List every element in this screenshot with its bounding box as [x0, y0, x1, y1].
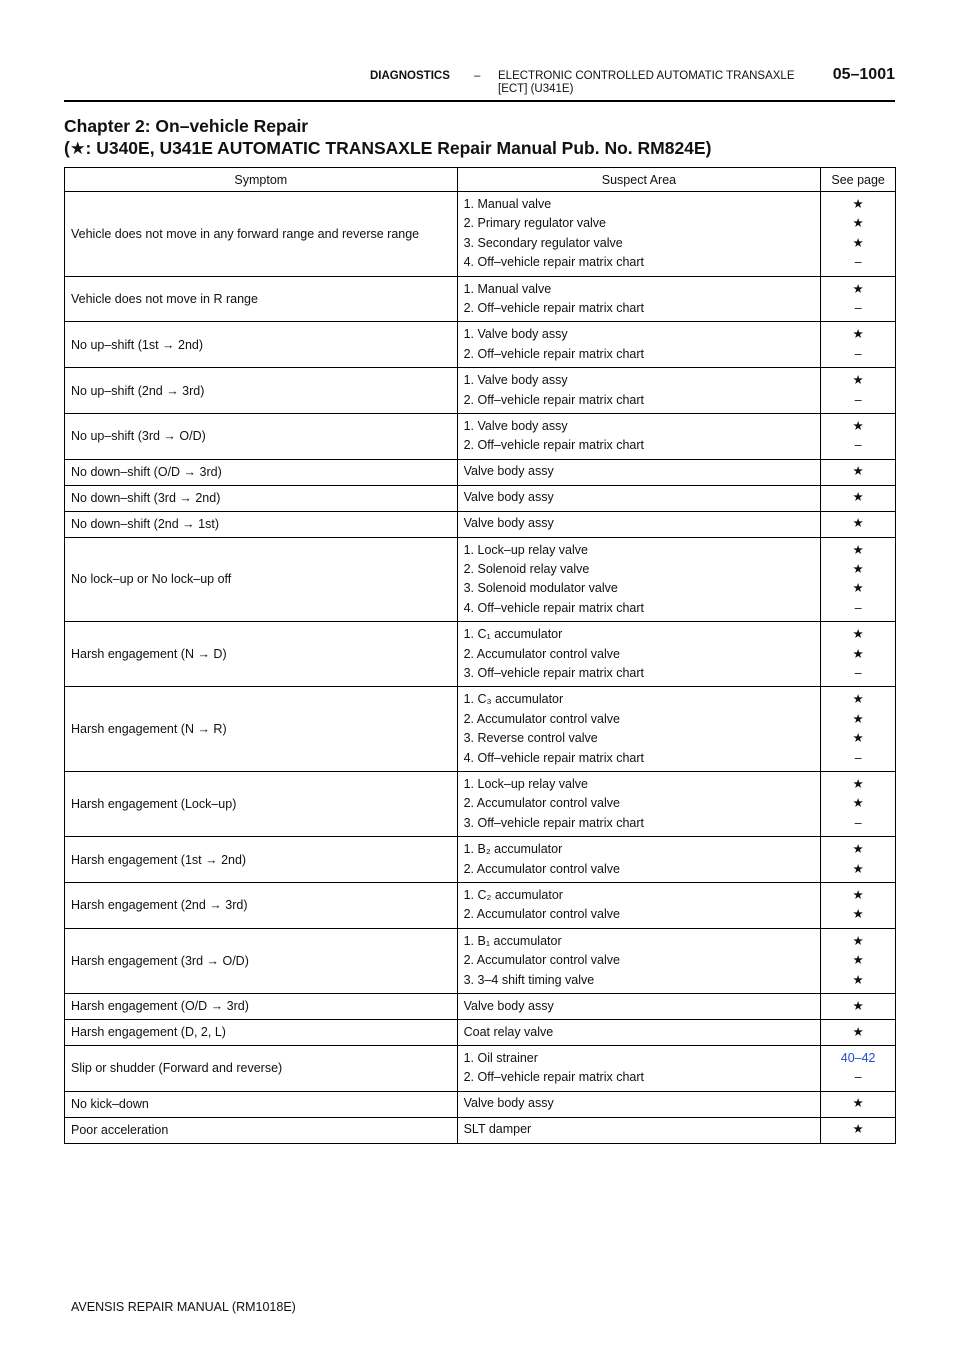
- star-reference-icon: ★: [852, 1096, 864, 1111]
- suspect-area-item: Coat relay valve: [463, 1024, 554, 1039]
- suspect-area-item: 2. Accumulator control valve: [463, 953, 620, 968]
- suspect-area-cell: [457, 622, 821, 687]
- table-row: [65, 837, 896, 883]
- table-body: [65, 192, 896, 1144]
- suspect-area-item: 2. Accumulator control valve: [463, 711, 620, 726]
- table-row: [65, 687, 896, 772]
- suspect-area-item: 4. Off–vehicle repair matrix chart: [463, 600, 644, 615]
- table-row: [65, 771, 896, 836]
- suspect-area-item: 3. Off–vehicle repair matrix chart: [463, 666, 644, 681]
- suspect-area-item: 1. Lock–up relay valve: [463, 776, 588, 791]
- star-reference-icon: ★: [852, 998, 864, 1013]
- table-row: [65, 413, 896, 459]
- header-section: DIAGNOSTICS: [370, 70, 450, 82]
- suspect-area-cell: [457, 276, 821, 322]
- suspect-area-item: 2. Off–vehicle repair matrix chart: [463, 1070, 644, 1085]
- troubleshooting-table: [64, 167, 896, 1144]
- no-reference-dash: –: [854, 1070, 862, 1085]
- chapter-title: Chapter 2: On–vehicle Repair: [64, 116, 309, 136]
- footer-manual-id: AVENSIS REPAIR MANUAL (RM1018E): [71, 1300, 296, 1314]
- suspect-area-item: 4. Off–vehicle repair matrix chart: [463, 750, 644, 765]
- suspect-area-item: 2. Solenoid relay valve: [463, 562, 590, 577]
- symptom-cell: No up–shift (2nd → 3rd): [65, 368, 458, 414]
- star-reference-icon: ★: [852, 646, 864, 661]
- suspect-area-cell: [457, 511, 821, 537]
- star-reference-icon: ★: [852, 907, 864, 922]
- suspect-area-item: 1. Manual valve: [463, 281, 552, 296]
- suspect-area-item: Valve body assy: [463, 1096, 554, 1111]
- suspect-area-item: 1. Oil strainer: [463, 1050, 538, 1065]
- star-reference-icon: ★: [852, 464, 864, 479]
- table-row: [65, 485, 896, 511]
- star-reference-icon: ★: [852, 418, 864, 433]
- suspect-area-cell: [457, 537, 821, 622]
- symptom-cell: No up–shift (3rd → O/D): [65, 413, 458, 459]
- table-row: [65, 537, 896, 622]
- header-dash: –: [474, 70, 481, 82]
- table-row: [65, 1117, 896, 1143]
- symptom-cell: Harsh engagement (O/D → 3rd): [65, 993, 458, 1019]
- see-page-cell: [821, 837, 896, 883]
- suspect-area-cell: [457, 322, 821, 368]
- table-row: [65, 928, 896, 993]
- suspect-area-item: 1. Manual valve: [463, 197, 552, 211]
- see-page-cell: [821, 771, 896, 836]
- symptom-cell: No kick–down: [65, 1091, 458, 1117]
- star-reference-icon: ★: [852, 216, 864, 231]
- suspect-area-item: 2. Accumulator control valve: [463, 861, 620, 876]
- suspect-area-item: 3. Solenoid modulator valve: [463, 581, 618, 596]
- see-page-cell: [821, 928, 896, 993]
- page-number: 05–1001: [832, 66, 895, 83]
- suspect-area-item: Valve body assy: [463, 516, 554, 531]
- star-reference-icon: ★: [852, 796, 864, 811]
- see-page-cell: [821, 993, 896, 1019]
- star-reference-icon: ★: [852, 581, 864, 596]
- star-reference-icon: ★: [852, 692, 864, 707]
- star-reference-icon: ★: [852, 972, 864, 987]
- see-page-cell: [821, 882, 896, 928]
- star-reference-icon: ★: [852, 542, 864, 557]
- suspect-area-item: 2. Off–vehicle repair matrix chart: [463, 300, 644, 315]
- star-reference-icon: ★: [852, 516, 864, 531]
- star-reference-icon: ★: [852, 235, 864, 250]
- header-see-page: See page: [821, 168, 896, 192]
- see-page-cell: [821, 322, 896, 368]
- symptom-cell: No down–shift (3rd → 2nd): [65, 485, 458, 511]
- suspect-area-item: Valve body assy: [463, 464, 554, 479]
- no-reference-dash: –: [854, 300, 862, 315]
- table-row: [65, 882, 896, 928]
- symptom-cell: No up–shift (1st → 2nd): [65, 322, 458, 368]
- star-reference-icon: ★: [852, 887, 864, 902]
- suspect-area-cell: [457, 837, 821, 883]
- symptom-cell: Slip or shudder (Forward and reverse): [65, 1045, 458, 1091]
- suspect-area-item: SLT damper: [463, 1122, 532, 1137]
- header-symptom: Symptom: [65, 168, 458, 192]
- see-page-cell: [821, 622, 896, 687]
- suspect-area-item: 1. C₃ accumulator: [463, 692, 564, 707]
- page-reference-link[interactable]: 40–42: [840, 1050, 876, 1065]
- star-reference-icon: ★: [852, 1024, 864, 1039]
- no-reference-dash: –: [854, 815, 862, 830]
- see-page-cell: [821, 1045, 896, 1091]
- suspect-area-item: 1. Valve body assy: [463, 418, 568, 433]
- table-row: [65, 1045, 896, 1091]
- suspect-area-item: 2. Off–vehicle repair matrix chart: [463, 346, 644, 361]
- table-row: [65, 1019, 896, 1045]
- suspect-area-item: 2. Accumulator control valve: [463, 646, 620, 661]
- suspect-area-item: 1. Lock–up relay valve: [463, 542, 588, 557]
- suspect-area-item: 2. Accumulator control valve: [463, 907, 620, 922]
- table-row: [65, 368, 896, 414]
- symptom-cell: Harsh engagement (Lock–up): [65, 771, 458, 836]
- reference-note: (★: U340E, U341E AUTOMATIC TRANSAXLE Repair Manual Pub. No. RM824E): [64, 138, 712, 158]
- table-row: [65, 622, 896, 687]
- see-page-cell: [821, 687, 896, 772]
- suspect-area-item: 1. C₂ accumulator: [463, 887, 563, 902]
- suspect-area-item: Valve body assy: [463, 998, 554, 1013]
- symptom-cell: No down–shift (O/D → 3rd): [65, 459, 458, 485]
- page-header: [64, 62, 895, 102]
- suspect-area-item: 3. Reverse control valve: [463, 731, 598, 746]
- symptom-cell: Harsh engagement (1st → 2nd): [65, 837, 458, 883]
- table-row: [65, 511, 896, 537]
- suspect-area-item: 2. Primary regulator valve: [463, 216, 607, 231]
- suspect-area-cell: [457, 928, 821, 993]
- suspect-area-cell: [457, 771, 821, 836]
- no-reference-dash: –: [854, 346, 862, 361]
- symptom-cell: Harsh engagement (N → R): [65, 687, 458, 772]
- star-reference-icon: ★: [852, 842, 864, 857]
- see-page-cell: [821, 1091, 896, 1117]
- symptom-cell: Vehicle does not move in any forward range and reverse range: [65, 192, 458, 277]
- symptom-cell: No lock–up or No lock–up off: [65, 537, 458, 622]
- table-row: [65, 993, 896, 1019]
- symptom-cell: No down–shift (2nd → 1st): [65, 511, 458, 537]
- no-reference-dash: –: [854, 392, 862, 407]
- suspect-area-cell: [457, 1117, 821, 1143]
- suspect-area-cell: [457, 993, 821, 1019]
- suspect-area-item: 1. Valve body assy: [463, 327, 568, 342]
- see-page-cell: [821, 276, 896, 322]
- see-page-cell: [821, 459, 896, 485]
- suspect-area-item: 1. Valve body assy: [463, 373, 568, 388]
- suspect-area-cell: [457, 368, 821, 414]
- table-header-row: [65, 168, 896, 192]
- star-reference-icon: ★: [852, 711, 864, 726]
- table-row: [65, 192, 896, 277]
- symptom-cell: Harsh engagement (D, 2, L): [65, 1019, 458, 1045]
- symptom-cell: Harsh engagement (N → D): [65, 622, 458, 687]
- no-reference-dash: –: [854, 600, 862, 615]
- suspect-area-item: 2. Off–vehicle repair matrix chart: [463, 392, 644, 407]
- suspect-area-cell: [457, 459, 821, 485]
- star-reference-icon: ★: [852, 861, 864, 876]
- suspect-area-item: 3. 3–4 shift timing valve: [463, 972, 595, 987]
- symptom-cell: Vehicle does not move in R range: [65, 276, 458, 322]
- suspect-area-cell: [457, 687, 821, 772]
- suspect-area-item: 3. Secondary regulator valve: [463, 235, 623, 250]
- header-suspect-area: Suspect Area: [457, 168, 821, 192]
- table-row: [65, 322, 896, 368]
- suspect-area-item: 2. Accumulator control valve: [463, 796, 620, 811]
- header-title: ELECTRONIC CONTROLLED AUTOMATIC TRANSAXLE [ECT] (U341E): [498, 70, 795, 95]
- suspect-area-cell: [457, 1045, 821, 1091]
- star-reference-icon: ★: [852, 776, 864, 791]
- no-reference-dash: –: [854, 255, 862, 270]
- suspect-area-cell: [457, 485, 821, 511]
- no-reference-dash: –: [854, 750, 862, 765]
- suspect-area-item: 1. B₁ accumulator: [463, 933, 562, 948]
- see-page-cell: [821, 413, 896, 459]
- star-reference-icon: ★: [852, 197, 864, 211]
- see-page-cell: [821, 368, 896, 414]
- suspect-area-item: 2. Off–vehicle repair matrix chart: [463, 438, 644, 453]
- suspect-area-item: 1. C₁ accumulator: [463, 627, 563, 642]
- see-page-cell: [821, 537, 896, 622]
- symptom-cell: Harsh engagement (2nd → 3rd): [65, 882, 458, 928]
- star-reference-icon: ★: [852, 490, 864, 505]
- star-reference-icon: ★: [852, 627, 864, 642]
- star-reference-icon: ★: [852, 1122, 864, 1137]
- star-reference-icon: ★: [852, 562, 864, 577]
- star-reference-icon: ★: [852, 731, 864, 746]
- see-page-cell: [821, 1117, 896, 1143]
- table-row: [65, 1091, 896, 1117]
- suspect-area-item: Valve body assy: [463, 490, 554, 505]
- star-reference-icon: ★: [852, 281, 864, 296]
- star-reference-icon: ★: [852, 953, 864, 968]
- table-row: [65, 459, 896, 485]
- see-page-cell: [821, 485, 896, 511]
- suspect-area-cell: [457, 413, 821, 459]
- no-reference-dash: –: [854, 438, 862, 453]
- star-reference-icon: ★: [852, 933, 864, 948]
- see-page-cell: [821, 192, 896, 277]
- no-reference-dash: –: [854, 666, 862, 681]
- star-reference-icon: ★: [852, 327, 864, 342]
- symptom-cell: Poor acceleration: [65, 1117, 458, 1143]
- symptom-cell: Harsh engagement (3rd → O/D): [65, 928, 458, 993]
- suspect-area-item: 1. B₂ accumulator: [463, 842, 563, 857]
- see-page-cell: [821, 1019, 896, 1045]
- suspect-area-item: 3. Off–vehicle repair matrix chart: [463, 815, 644, 830]
- suspect-area-cell: [457, 882, 821, 928]
- see-page-cell: [821, 511, 896, 537]
- star-reference-icon: ★: [852, 373, 864, 388]
- suspect-area-cell: [457, 1091, 821, 1117]
- suspect-area-cell: [457, 1019, 821, 1045]
- table-row: [65, 276, 896, 322]
- suspect-area-item: 4. Off–vehicle repair matrix chart: [463, 255, 644, 270]
- header-rule: [64, 100, 895, 102]
- suspect-area-cell: [457, 192, 821, 277]
